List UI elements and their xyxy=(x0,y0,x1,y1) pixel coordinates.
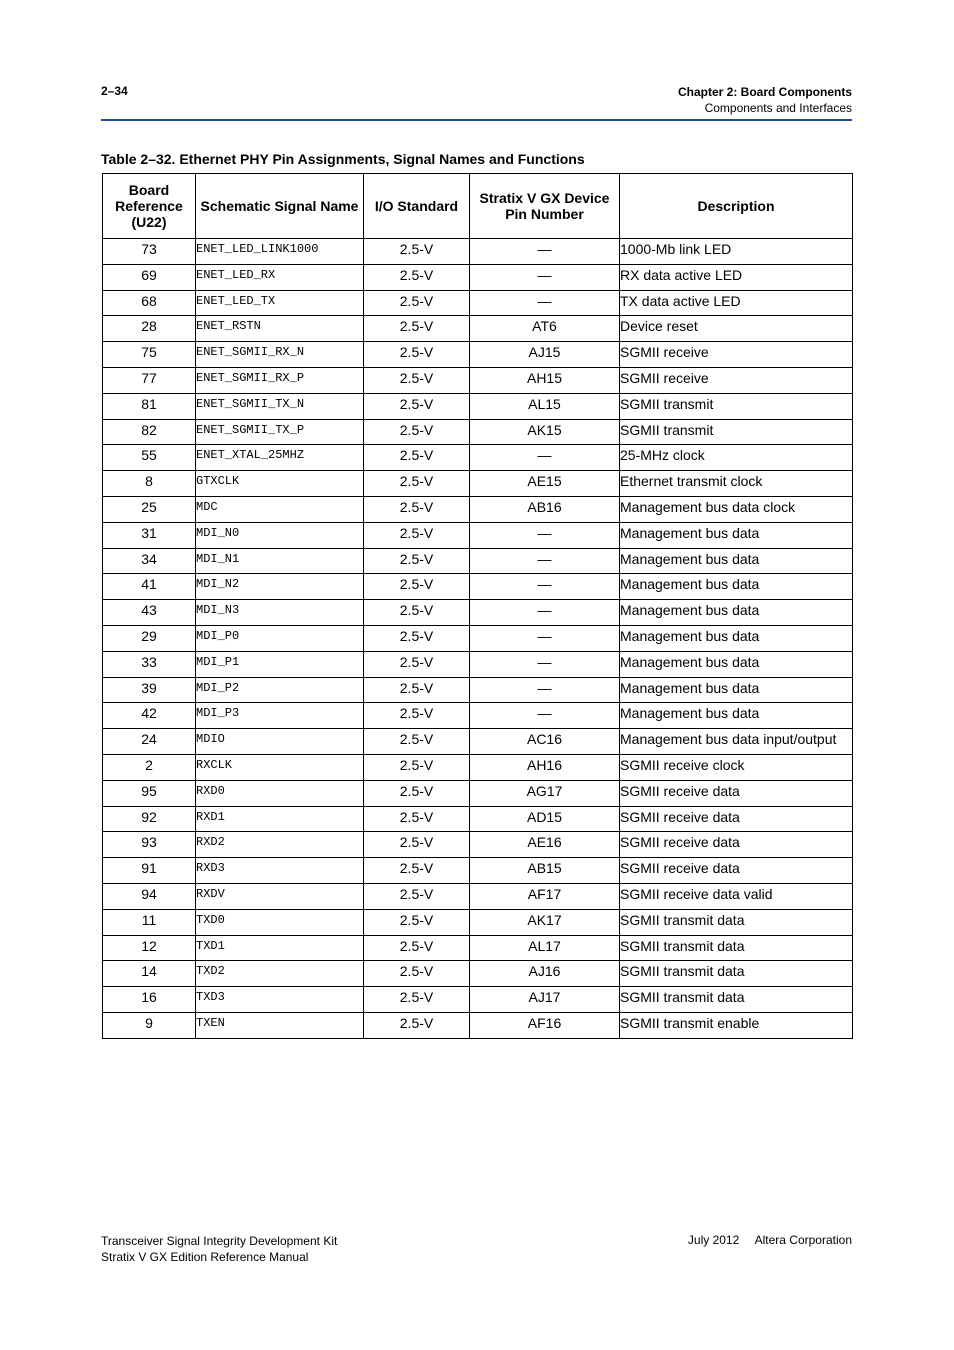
io-standard-cell: 2.5-V xyxy=(364,367,470,393)
table-row xyxy=(103,729,853,755)
io-standard-cell: 2.5-V xyxy=(364,677,470,703)
description-cell: Ethernet transmit clock xyxy=(620,471,853,497)
footer-company: Altera Corporation xyxy=(754,1233,852,1247)
pin-number-cell: AE16 xyxy=(470,832,620,858)
description-cell: Management bus data clock xyxy=(620,496,853,522)
signal-name-cell: MDI_P2 xyxy=(196,677,364,703)
signal-name-cell: TXD0 xyxy=(196,909,364,935)
pin-number-cell: AT6 xyxy=(470,316,620,342)
description-cell: 25-MHz clock xyxy=(620,445,853,471)
page-number: 2–34 xyxy=(101,84,128,98)
table-row xyxy=(103,496,853,522)
description-cell: SGMII receive xyxy=(620,342,853,368)
board-reference-cell: 41 xyxy=(103,574,196,600)
board-reference-cell: 73 xyxy=(103,239,196,265)
col-header-signal-name: Schematic Signal Name xyxy=(196,174,364,239)
board-reference-cell: 81 xyxy=(103,393,196,419)
description-cell: Management bus data xyxy=(620,548,853,574)
io-standard-cell: 2.5-V xyxy=(364,935,470,961)
table-row xyxy=(103,471,853,497)
io-standard-cell: 2.5-V xyxy=(364,987,470,1013)
board-reference-cell: 12 xyxy=(103,935,196,961)
pin-number-cell: — xyxy=(470,677,620,703)
description-cell: 1000-Mb link LED xyxy=(620,239,853,265)
board-reference-cell: 9 xyxy=(103,1012,196,1038)
io-standard-cell: 2.5-V xyxy=(364,342,470,368)
board-reference-cell: 43 xyxy=(103,600,196,626)
description-cell: SGMII transmit data xyxy=(620,935,853,961)
signal-name-cell: MDI_N3 xyxy=(196,600,364,626)
table-row xyxy=(103,806,853,832)
io-standard-cell: 2.5-V xyxy=(364,290,470,316)
pin-number-cell: AB15 xyxy=(470,858,620,884)
table-row xyxy=(103,239,853,265)
table-row xyxy=(103,935,853,961)
io-standard-cell: 2.5-V xyxy=(364,264,470,290)
table-header-row xyxy=(103,174,853,239)
io-standard-cell: 2.5-V xyxy=(364,600,470,626)
board-reference-cell: 91 xyxy=(103,858,196,884)
signal-name-cell: MDI_P3 xyxy=(196,703,364,729)
io-standard-cell: 2.5-V xyxy=(364,780,470,806)
board-reference-cell: 28 xyxy=(103,316,196,342)
signal-name-cell: ENET_RSTN xyxy=(196,316,364,342)
pin-number-cell: — xyxy=(470,548,620,574)
table-row xyxy=(103,987,853,1013)
pin-number-cell: AL15 xyxy=(470,393,620,419)
signal-name-cell: GTXCLK xyxy=(196,471,364,497)
description-cell: Management bus data xyxy=(620,677,853,703)
io-standard-cell: 2.5-V xyxy=(364,858,470,884)
description-cell: Device reset xyxy=(620,316,853,342)
pin-number-cell: AC16 xyxy=(470,729,620,755)
signal-name-cell: ENET_LED_TX xyxy=(196,290,364,316)
description-cell: TX data active LED xyxy=(620,290,853,316)
description-cell: SGMII receive data xyxy=(620,780,853,806)
table-row xyxy=(103,677,853,703)
footer-manual-title: Stratix V GX Edition Reference Manual xyxy=(101,1250,309,1264)
signal-name-cell: MDI_N0 xyxy=(196,522,364,548)
board-reference-cell: 24 xyxy=(103,729,196,755)
board-reference-cell: 29 xyxy=(103,625,196,651)
table-row xyxy=(103,832,853,858)
io-standard-cell: 2.5-V xyxy=(364,806,470,832)
pin-number-cell: AH15 xyxy=(470,367,620,393)
pin-number-cell: AJ16 xyxy=(470,961,620,987)
signal-name-cell: ENET_LED_RX xyxy=(196,264,364,290)
table-caption: Table 2–32. Ethernet PHY Pin Assignments, Signal Names and Functions xyxy=(101,151,585,167)
board-reference-cell: 34 xyxy=(103,548,196,574)
table-row xyxy=(103,290,853,316)
pin-number-cell: AJ17 xyxy=(470,987,620,1013)
pin-number-cell: — xyxy=(470,703,620,729)
table-row xyxy=(103,883,853,909)
signal-name-cell: MDC xyxy=(196,496,364,522)
description-cell: SGMII transmit xyxy=(620,393,853,419)
io-standard-cell: 2.5-V xyxy=(364,729,470,755)
board-reference-cell: 16 xyxy=(103,987,196,1013)
io-standard-cell: 2.5-V xyxy=(364,393,470,419)
pin-number-cell: — xyxy=(470,574,620,600)
io-standard-cell: 2.5-V xyxy=(364,832,470,858)
pin-number-cell: AB16 xyxy=(470,496,620,522)
col-header-board-reference: Board Reference (U22) xyxy=(103,174,196,239)
section-title: Components and Interfaces xyxy=(704,101,852,115)
signal-name-cell: RXD1 xyxy=(196,806,364,832)
io-standard-cell: 2.5-V xyxy=(364,471,470,497)
footer-right xyxy=(688,1233,852,1247)
board-reference-cell: 77 xyxy=(103,367,196,393)
table-row xyxy=(103,522,853,548)
table-row xyxy=(103,780,853,806)
io-standard-cell: 2.5-V xyxy=(364,883,470,909)
table-body xyxy=(103,239,853,1039)
description-cell: SGMII receive data xyxy=(620,806,853,832)
board-reference-cell: 33 xyxy=(103,651,196,677)
footer-left xyxy=(101,1233,337,1265)
board-reference-cell: 94 xyxy=(103,883,196,909)
signal-name-cell: MDI_N2 xyxy=(196,574,364,600)
pin-number-cell: AL17 xyxy=(470,935,620,961)
pin-number-cell: — xyxy=(470,290,620,316)
board-reference-cell: 75 xyxy=(103,342,196,368)
pin-number-cell: AK17 xyxy=(470,909,620,935)
board-reference-cell: 39 xyxy=(103,677,196,703)
signal-name-cell: TXD1 xyxy=(196,935,364,961)
description-cell: SGMII receive xyxy=(620,367,853,393)
io-standard-cell: 2.5-V xyxy=(364,239,470,265)
signal-name-cell: RXDV xyxy=(196,883,364,909)
io-standard-cell: 2.5-V xyxy=(364,651,470,677)
description-cell: SGMII transmit enable xyxy=(620,1012,853,1038)
description-cell: SGMII receive data valid xyxy=(620,883,853,909)
chapter-title: Chapter 2: Board Components xyxy=(677,85,852,99)
signal-name-cell: MDI_P0 xyxy=(196,625,364,651)
pin-assignment-table xyxy=(102,173,853,1039)
col-header-pin-number: Stratix V GX Device Pin Number xyxy=(470,174,620,239)
pin-number-cell: AD15 xyxy=(470,806,620,832)
table-row xyxy=(103,316,853,342)
io-standard-cell: 2.5-V xyxy=(364,625,470,651)
description-cell: Management bus data xyxy=(620,703,853,729)
description-cell: Management bus data xyxy=(620,522,853,548)
pin-number-cell: AH16 xyxy=(470,754,620,780)
signal-name-cell: RXCLK xyxy=(196,754,364,780)
io-standard-cell: 2.5-V xyxy=(364,909,470,935)
pin-number-cell: — xyxy=(470,651,620,677)
col-header-description: Description xyxy=(620,174,853,239)
signal-name-cell: ENET_SGMII_RX_P xyxy=(196,367,364,393)
io-standard-cell: 2.5-V xyxy=(364,703,470,729)
table-row xyxy=(103,651,853,677)
table-row xyxy=(103,754,853,780)
pin-number-cell: AG17 xyxy=(470,780,620,806)
table-row xyxy=(103,445,853,471)
signal-name-cell: MDIO xyxy=(196,729,364,755)
signal-name-cell: ENET_SGMII_TX_P xyxy=(196,419,364,445)
table-row xyxy=(103,600,853,626)
signal-name-cell: ENET_SGMII_TX_N xyxy=(196,393,364,419)
signal-name-cell: TXEN xyxy=(196,1012,364,1038)
footer-date: July 2012 xyxy=(687,1233,740,1247)
board-reference-cell: 42 xyxy=(103,703,196,729)
description-cell: Management bus data xyxy=(620,574,853,600)
io-standard-cell: 2.5-V xyxy=(364,961,470,987)
col-header-io-standard: I/O Standard xyxy=(364,174,470,239)
pin-number-cell: — xyxy=(470,522,620,548)
description-cell: SGMII transmit data xyxy=(620,961,853,987)
pin-number-cell: — xyxy=(470,625,620,651)
board-reference-cell: 25 xyxy=(103,496,196,522)
pin-number-cell: AF17 xyxy=(470,883,620,909)
description-cell: SGMII receive data xyxy=(620,858,853,884)
signal-name-cell: RXD2 xyxy=(196,832,364,858)
header-rule xyxy=(101,119,852,121)
signal-name-cell: ENET_LED_LINK1000 xyxy=(196,239,364,265)
board-reference-cell: 11 xyxy=(103,909,196,935)
pin-number-cell: — xyxy=(470,445,620,471)
description-cell: SGMII transmit data xyxy=(620,909,853,935)
description-cell: Management bus data input/output xyxy=(620,729,853,755)
signal-name-cell: MDI_P1 xyxy=(196,651,364,677)
signal-name-cell: TXD2 xyxy=(196,961,364,987)
table-row xyxy=(103,367,853,393)
io-standard-cell: 2.5-V xyxy=(364,1012,470,1038)
io-standard-cell: 2.5-V xyxy=(364,445,470,471)
table-row xyxy=(103,703,853,729)
running-header xyxy=(678,84,852,116)
description-cell: SGMII transmit xyxy=(620,419,853,445)
pin-number-cell: AK15 xyxy=(470,419,620,445)
board-reference-cell: 92 xyxy=(103,806,196,832)
pin-number-cell: — xyxy=(470,600,620,626)
description-cell: SGMII receive data xyxy=(620,832,853,858)
footer-kit-title: Transceiver Signal Integrity Development Kit xyxy=(101,1234,338,1248)
table-row xyxy=(103,264,853,290)
io-standard-cell: 2.5-V xyxy=(364,496,470,522)
pin-number-cell: AE15 xyxy=(470,471,620,497)
board-reference-cell: 55 xyxy=(103,445,196,471)
signal-name-cell: ENET_XTAL_25MHZ xyxy=(196,445,364,471)
table-row xyxy=(103,419,853,445)
signal-name-cell: ENET_SGMII_RX_N xyxy=(196,342,364,368)
signal-name-cell: TXD3 xyxy=(196,987,364,1013)
pin-number-cell: — xyxy=(470,239,620,265)
io-standard-cell: 2.5-V xyxy=(364,522,470,548)
description-cell: SGMII receive clock xyxy=(620,754,853,780)
signal-name-cell: MDI_N1 xyxy=(196,548,364,574)
io-standard-cell: 2.5-V xyxy=(364,316,470,342)
table-row xyxy=(103,1012,853,1038)
table-row xyxy=(103,961,853,987)
board-reference-cell: 93 xyxy=(103,832,196,858)
table-row xyxy=(103,909,853,935)
table-row xyxy=(103,393,853,419)
io-standard-cell: 2.5-V xyxy=(364,548,470,574)
description-cell: Management bus data xyxy=(620,651,853,677)
table-row xyxy=(103,342,853,368)
board-reference-cell: 14 xyxy=(103,961,196,987)
io-standard-cell: 2.5-V xyxy=(364,574,470,600)
description-cell: Management bus data xyxy=(620,600,853,626)
board-reference-cell: 68 xyxy=(103,290,196,316)
pin-number-cell: — xyxy=(470,264,620,290)
board-reference-cell: 31 xyxy=(103,522,196,548)
description-cell: Management bus data xyxy=(620,625,853,651)
table-row xyxy=(103,548,853,574)
io-standard-cell: 2.5-V xyxy=(364,419,470,445)
board-reference-cell: 8 xyxy=(103,471,196,497)
description-cell: SGMII transmit data xyxy=(620,987,853,1013)
pin-number-cell: AF16 xyxy=(470,1012,620,1038)
io-standard-cell: 2.5-V xyxy=(364,754,470,780)
table-row xyxy=(103,574,853,600)
description-cell: RX data active LED xyxy=(620,264,853,290)
board-reference-cell: 95 xyxy=(103,780,196,806)
pin-number-cell: AJ15 xyxy=(470,342,620,368)
table-row xyxy=(103,625,853,651)
table-row xyxy=(103,858,853,884)
signal-name-cell: RXD3 xyxy=(196,858,364,884)
board-reference-cell: 82 xyxy=(103,419,196,445)
board-reference-cell: 2 xyxy=(103,754,196,780)
board-reference-cell: 69 xyxy=(103,264,196,290)
signal-name-cell: RXD0 xyxy=(196,780,364,806)
